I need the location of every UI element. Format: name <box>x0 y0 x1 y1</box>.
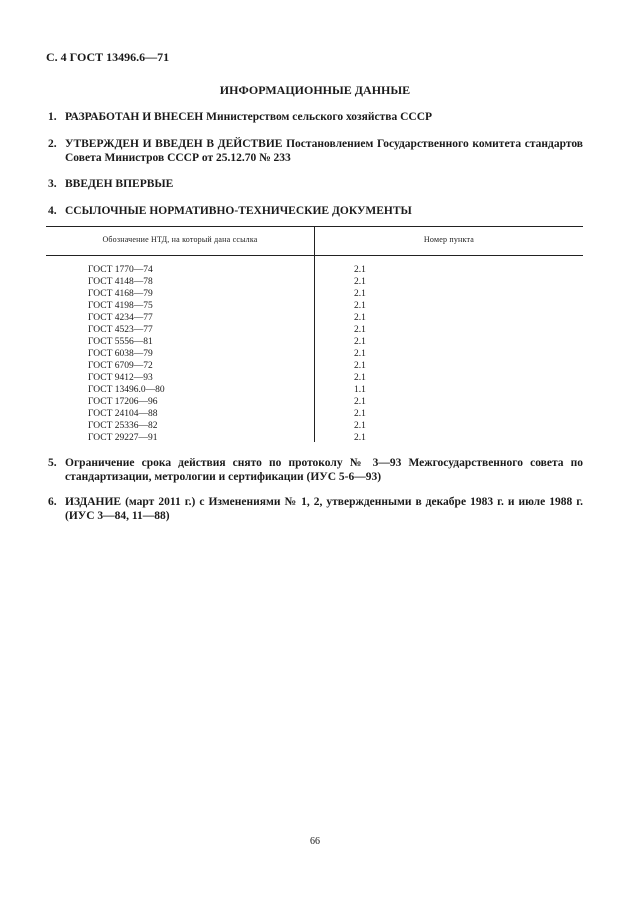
table-cell-point: 2.1 <box>354 397 366 407</box>
table-cell-point: 2.1 <box>354 421 366 431</box>
table-cell-document: ГОСТ 6709—72 <box>88 361 153 371</box>
item-number: 5. <box>48 457 57 469</box>
table-cell-point: 2.1 <box>354 301 366 311</box>
table-cell-point: 2.1 <box>354 349 366 359</box>
table-cell-document: ГОСТ 1770—74 <box>88 265 153 275</box>
table-cell-document: ГОСТ 5556—81 <box>88 337 153 347</box>
table-cell-document: ГОСТ 29227—91 <box>88 433 158 443</box>
table-cell-point: 2.1 <box>354 277 366 287</box>
table-cell-document: ГОСТ 9412—93 <box>88 373 153 383</box>
table-header-document: Обозначение НТД, на который дана ссылка <box>102 235 258 244</box>
table-cell-document: ГОСТ 25336—82 <box>88 421 158 431</box>
table-row <box>46 264 583 276</box>
table-row <box>46 372 583 384</box>
table-header-point: Номер пункта <box>423 235 475 244</box>
table-row <box>46 420 583 432</box>
item-lead: ССЫЛОЧНЫЕ НОРМАТИВНО-ТЕХНИЧЕСКИЕ ДОКУМЕНТЫ <box>65 205 412 217</box>
references-table <box>46 226 583 442</box>
table-cell-point: 2.1 <box>354 337 366 347</box>
table-cell-point: 2.1 <box>354 361 366 371</box>
item-number: 1. <box>48 111 57 123</box>
table-cell-point: 2.1 <box>354 433 366 443</box>
page-header: С. 4 ГОСТ 13496.6—71 <box>46 50 170 64</box>
item-lead: ВВЕДЕН ВПЕРВЫЕ <box>65 178 174 190</box>
table-cell-point: 2.1 <box>354 373 366 383</box>
table-cell-document: ГОСТ 24104—88 <box>88 409 158 419</box>
table-row <box>46 348 583 360</box>
info-item-3 <box>48 177 583 191</box>
table-row <box>46 300 583 312</box>
table-row <box>46 408 583 420</box>
table-cell-document: ГОСТ 4148—78 <box>88 277 153 287</box>
table-row <box>46 276 583 288</box>
table-cell-point: 2.1 <box>354 325 366 335</box>
item-number: 3. <box>48 178 57 190</box>
item-number: 4. <box>48 205 57 217</box>
table-cell-document: ГОСТ 17206—96 <box>88 397 158 407</box>
table-cell-document: ГОСТ 4168—79 <box>88 289 153 299</box>
table-cell-document: ГОСТ 6038—79 <box>88 349 153 359</box>
item-number: 2. <box>48 138 57 150</box>
table-cell-point: 2.1 <box>354 313 366 323</box>
table-body <box>46 264 583 444</box>
table-row <box>46 336 583 348</box>
page-number: 66 <box>310 836 320 847</box>
item-number: 6. <box>48 496 57 508</box>
section-title: ИНФОРМАЦИОННЫЕ ДАННЫЕ <box>219 83 411 97</box>
table-cell-document: ГОСТ 4198—75 <box>88 301 153 311</box>
table-row <box>46 312 583 324</box>
info-item-4 <box>48 204 583 218</box>
table-cell-document: ГОСТ 4234—77 <box>88 313 153 323</box>
table-cell-point: 2.1 <box>354 265 366 275</box>
info-item-5 <box>48 456 583 484</box>
table-row <box>46 384 583 396</box>
table-cell-point: 1.1 <box>354 385 366 395</box>
table-row <box>46 324 583 336</box>
info-item-1 <box>48 110 583 124</box>
table-row <box>46 396 583 408</box>
item-text: Ограничение срока действия снято по протоколу № 3—93 Межгосударственного совета по стандартизации, метрологии и сертификации (ИУС 5-6—93) <box>65 457 583 483</box>
table-cell-document: ГОСТ 4523—77 <box>88 325 153 335</box>
item-text: Постановлением Государственного комитета стандартов Совета Министров СССР от 25.12.70 № 233 <box>65 138 583 164</box>
item-lead: РАЗРАБОТАН И ВНЕСЕН <box>65 111 204 123</box>
item-text: ИЗДАНИЕ (март 2011 г.) с Изменениями № 1, 2, утвержденными в декабре 1983 г. и июле 1988 г. (ИУС 3—84, 11—88) <box>65 496 583 522</box>
table-row <box>46 432 583 444</box>
table-row <box>46 360 583 372</box>
item-lead: УТВЕРЖДЕН И ВВЕДЕН В ДЕЙСТВИЕ <box>65 138 283 150</box>
info-item-6 <box>48 495 583 523</box>
item-text: Министерством сельского хозяйства СССР <box>203 111 433 123</box>
table-cell-point: 2.1 <box>354 409 366 419</box>
table-cell-point: 2.1 <box>354 289 366 299</box>
info-item-2 <box>48 137 583 165</box>
table-row <box>46 288 583 300</box>
table-cell-document: ГОСТ 13496.0—80 <box>88 385 165 395</box>
